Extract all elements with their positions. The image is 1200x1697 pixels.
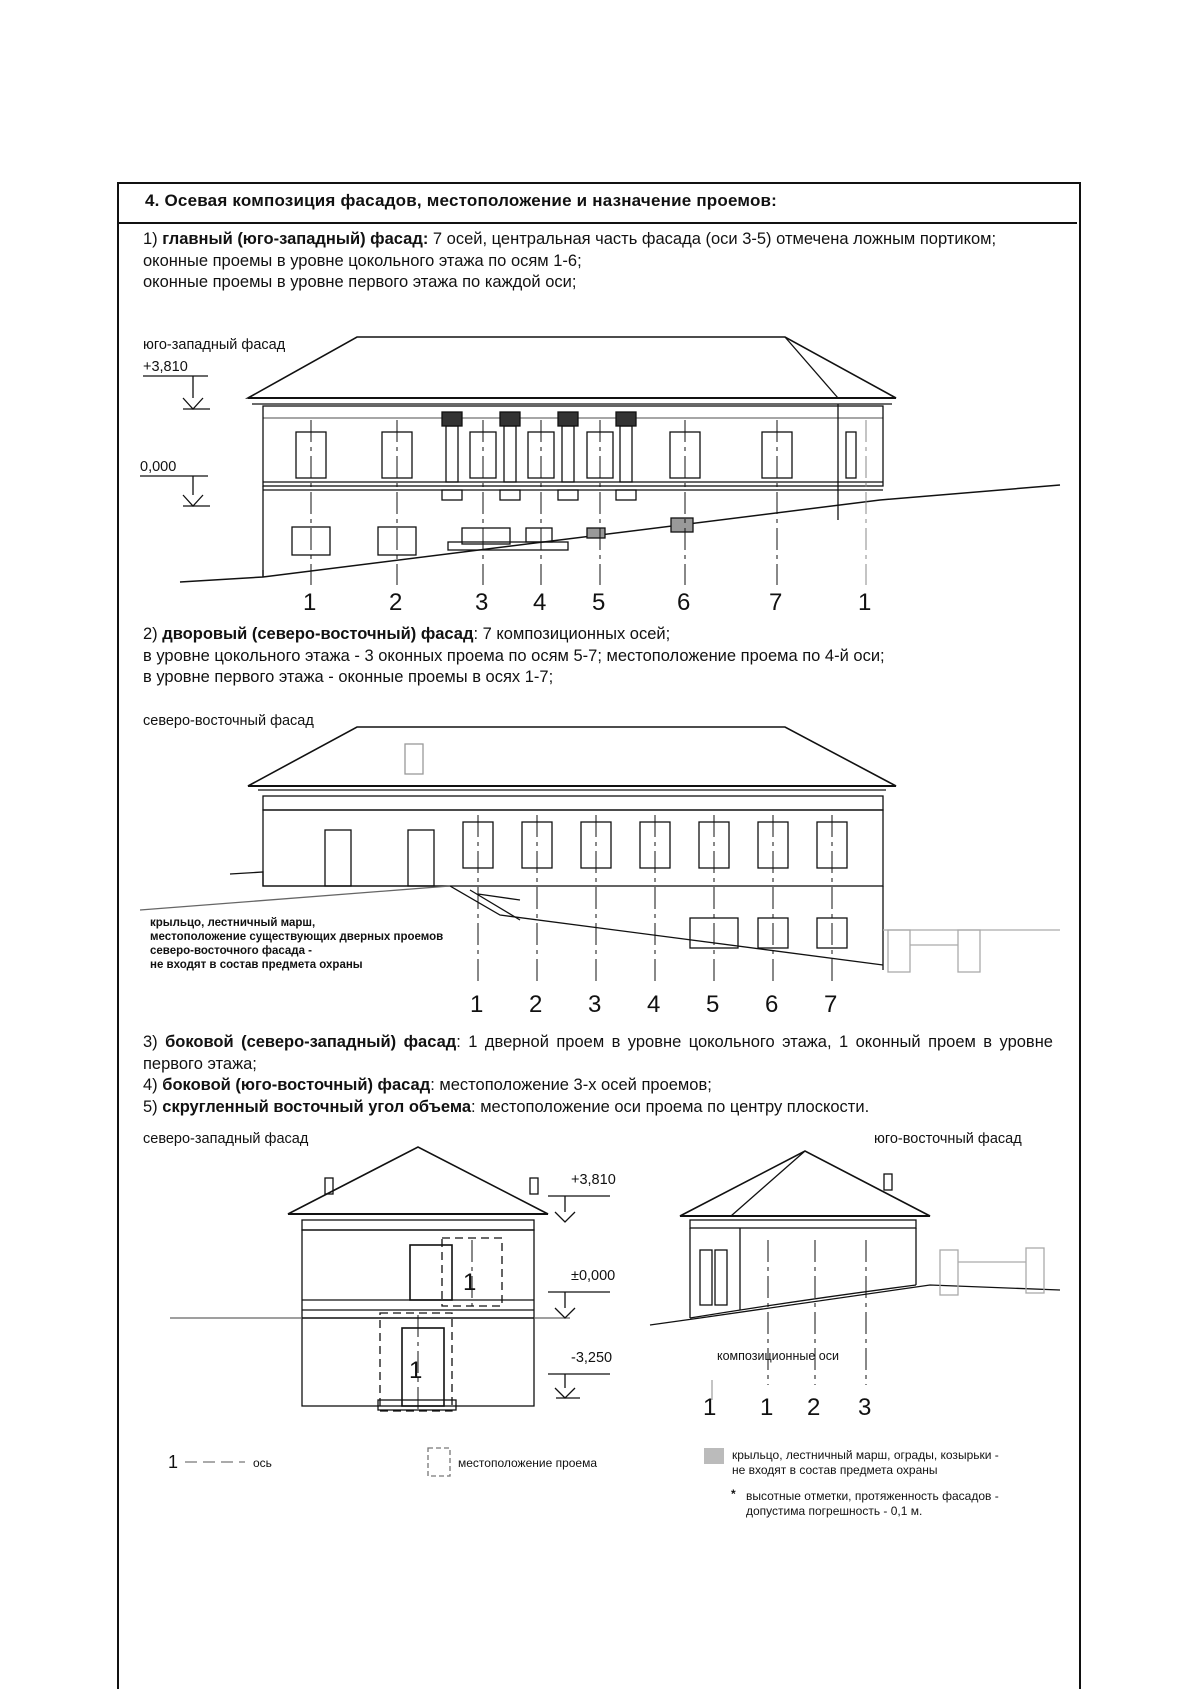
fig2-axis-label: 6 [765,991,779,1018]
fig3-axis-labels [703,1394,871,1421]
legend-axis-num: 1 [168,1452,179,1472]
portico-columns [442,412,636,500]
main-facade-title: главный (юго-западный) фасад: [162,230,429,248]
fig2-axis-label: 7 [824,991,838,1018]
fig3-axis-label: 3 [858,1394,872,1421]
paragraph-main-facade: 1) главный (юго-западный) фасад: 7 осей, центральная часть фасада (оси 3-5) отмечена ложным портиком; оконные проемы в уровне цокольного этажа по осям 1-6; оконные проемы в уровне первого этажа по каждой оси; [143,230,997,291]
fig3-caption-left: северо-западный фасад [143,1131,309,1147]
fig3-axis-label: 1 [760,1394,774,1421]
fig1-axis-label: 3 [475,589,489,616]
fig3-se-facade-drawing [650,1151,1060,1400]
fig3-axis-label: 2 [807,1394,821,1421]
fig2-axis-label: 1 [470,991,484,1018]
paragraph-courtyard-facade: 2) дворовый (северо-восточный) фасад: 7 композиционных осей; в уровне цокольного этажа - 3 оконных проема по осям 5-7; местоположение проема по 4-й оси; в уровне первого этажа - оконные проемы в осях 1-7; [143,625,885,686]
fig2-axis-labels [470,991,837,1018]
fig3-level-zero: ±0,000 [571,1268,616,1284]
courtyard-facade-title: дворовый (северо-восточный) фасад [162,625,474,643]
fig2-note: крыльцо, лестничный марш, местоположение существующих дверных проемов северо-восточного фасада - не входят в состав предмета охраны [150,917,444,971]
fig2-ne-facade-drawing [140,727,1060,985]
section-title: 4. Осевая композиция фасадов, местоположение и назначение проемов: [145,191,778,210]
se-facade-title: боковой (юго-восточный) фасад [162,1076,431,1094]
fig3-nw-facade-drawing [170,1147,613,1411]
fig2-axis-label: 4 [647,991,661,1018]
legend-star: * [731,1487,736,1501]
fig1-sw-facade-drawing [140,337,1060,585]
legend-opening-label: местоположение проема [458,1456,598,1470]
fig1-axis-label: 1 [858,589,872,616]
fig2-axis-label: 2 [529,991,543,1018]
fig1-axis-label: 5 [592,589,606,616]
fig3-caption-right: юго-восточный фасад [874,1131,1022,1147]
fig2-axis-label: 3 [588,991,602,1018]
legend-axis-label: ось [253,1456,272,1470]
legend-graphics [185,1448,724,1476]
fig1-level-zero: 0,000 [140,459,177,475]
fig1-axis-label: 2 [389,589,403,616]
fig3-axis-label: 1 [703,1394,717,1421]
fig2-axis-label: 5 [706,991,720,1018]
fig2-caption: северо-восточный фасад [143,713,314,729]
fig3-opening-upper-label: 1 [463,1269,477,1296]
fig1-axis-labels [303,589,871,616]
fig1-level-top: +3,810 [143,359,188,375]
fig3-level-low: -3,250 [571,1350,613,1366]
fig3-opening-lower-label: 1 [409,1357,423,1384]
legend-tolerance-note: высотные отметки, протяженность фасадов - допустима погрешность - 0,1 м. [746,1489,999,1518]
fig3-level-top: +3,810 [571,1172,616,1188]
rounded-corner-title: скругленный восточный угол объема [162,1097,472,1116]
fig1-axis-label: 7 [769,589,783,616]
fig1-axis-label: 6 [677,589,691,616]
nw-facade-title: боковой (северо-западный) фасад [165,1033,457,1051]
fig1-caption: юго-западный фасад [143,337,286,353]
paragraph-side-facades: 3) боковой (северо-западный) фасад: 1 дверной проем в уровне цокольного этажа, 1 оконный проем в уровне первого этажа; 4) боковой (юго-восточный) фасад: местоположение 3-х осей проемов; 5) скругленный восточный угол объема: местоположение оси проема по центру плоскости. [143,1033,1053,1116]
fig3-comp-axes-label: композиционные оси [717,1349,839,1363]
fig1-axis-label: 4 [533,589,547,616]
legend-protect-note: крыльцо, лестничный марш, ограды, козырьки - не входят в состав предмета охраны [732,1448,999,1477]
fig1-axis-label: 1 [303,589,317,616]
